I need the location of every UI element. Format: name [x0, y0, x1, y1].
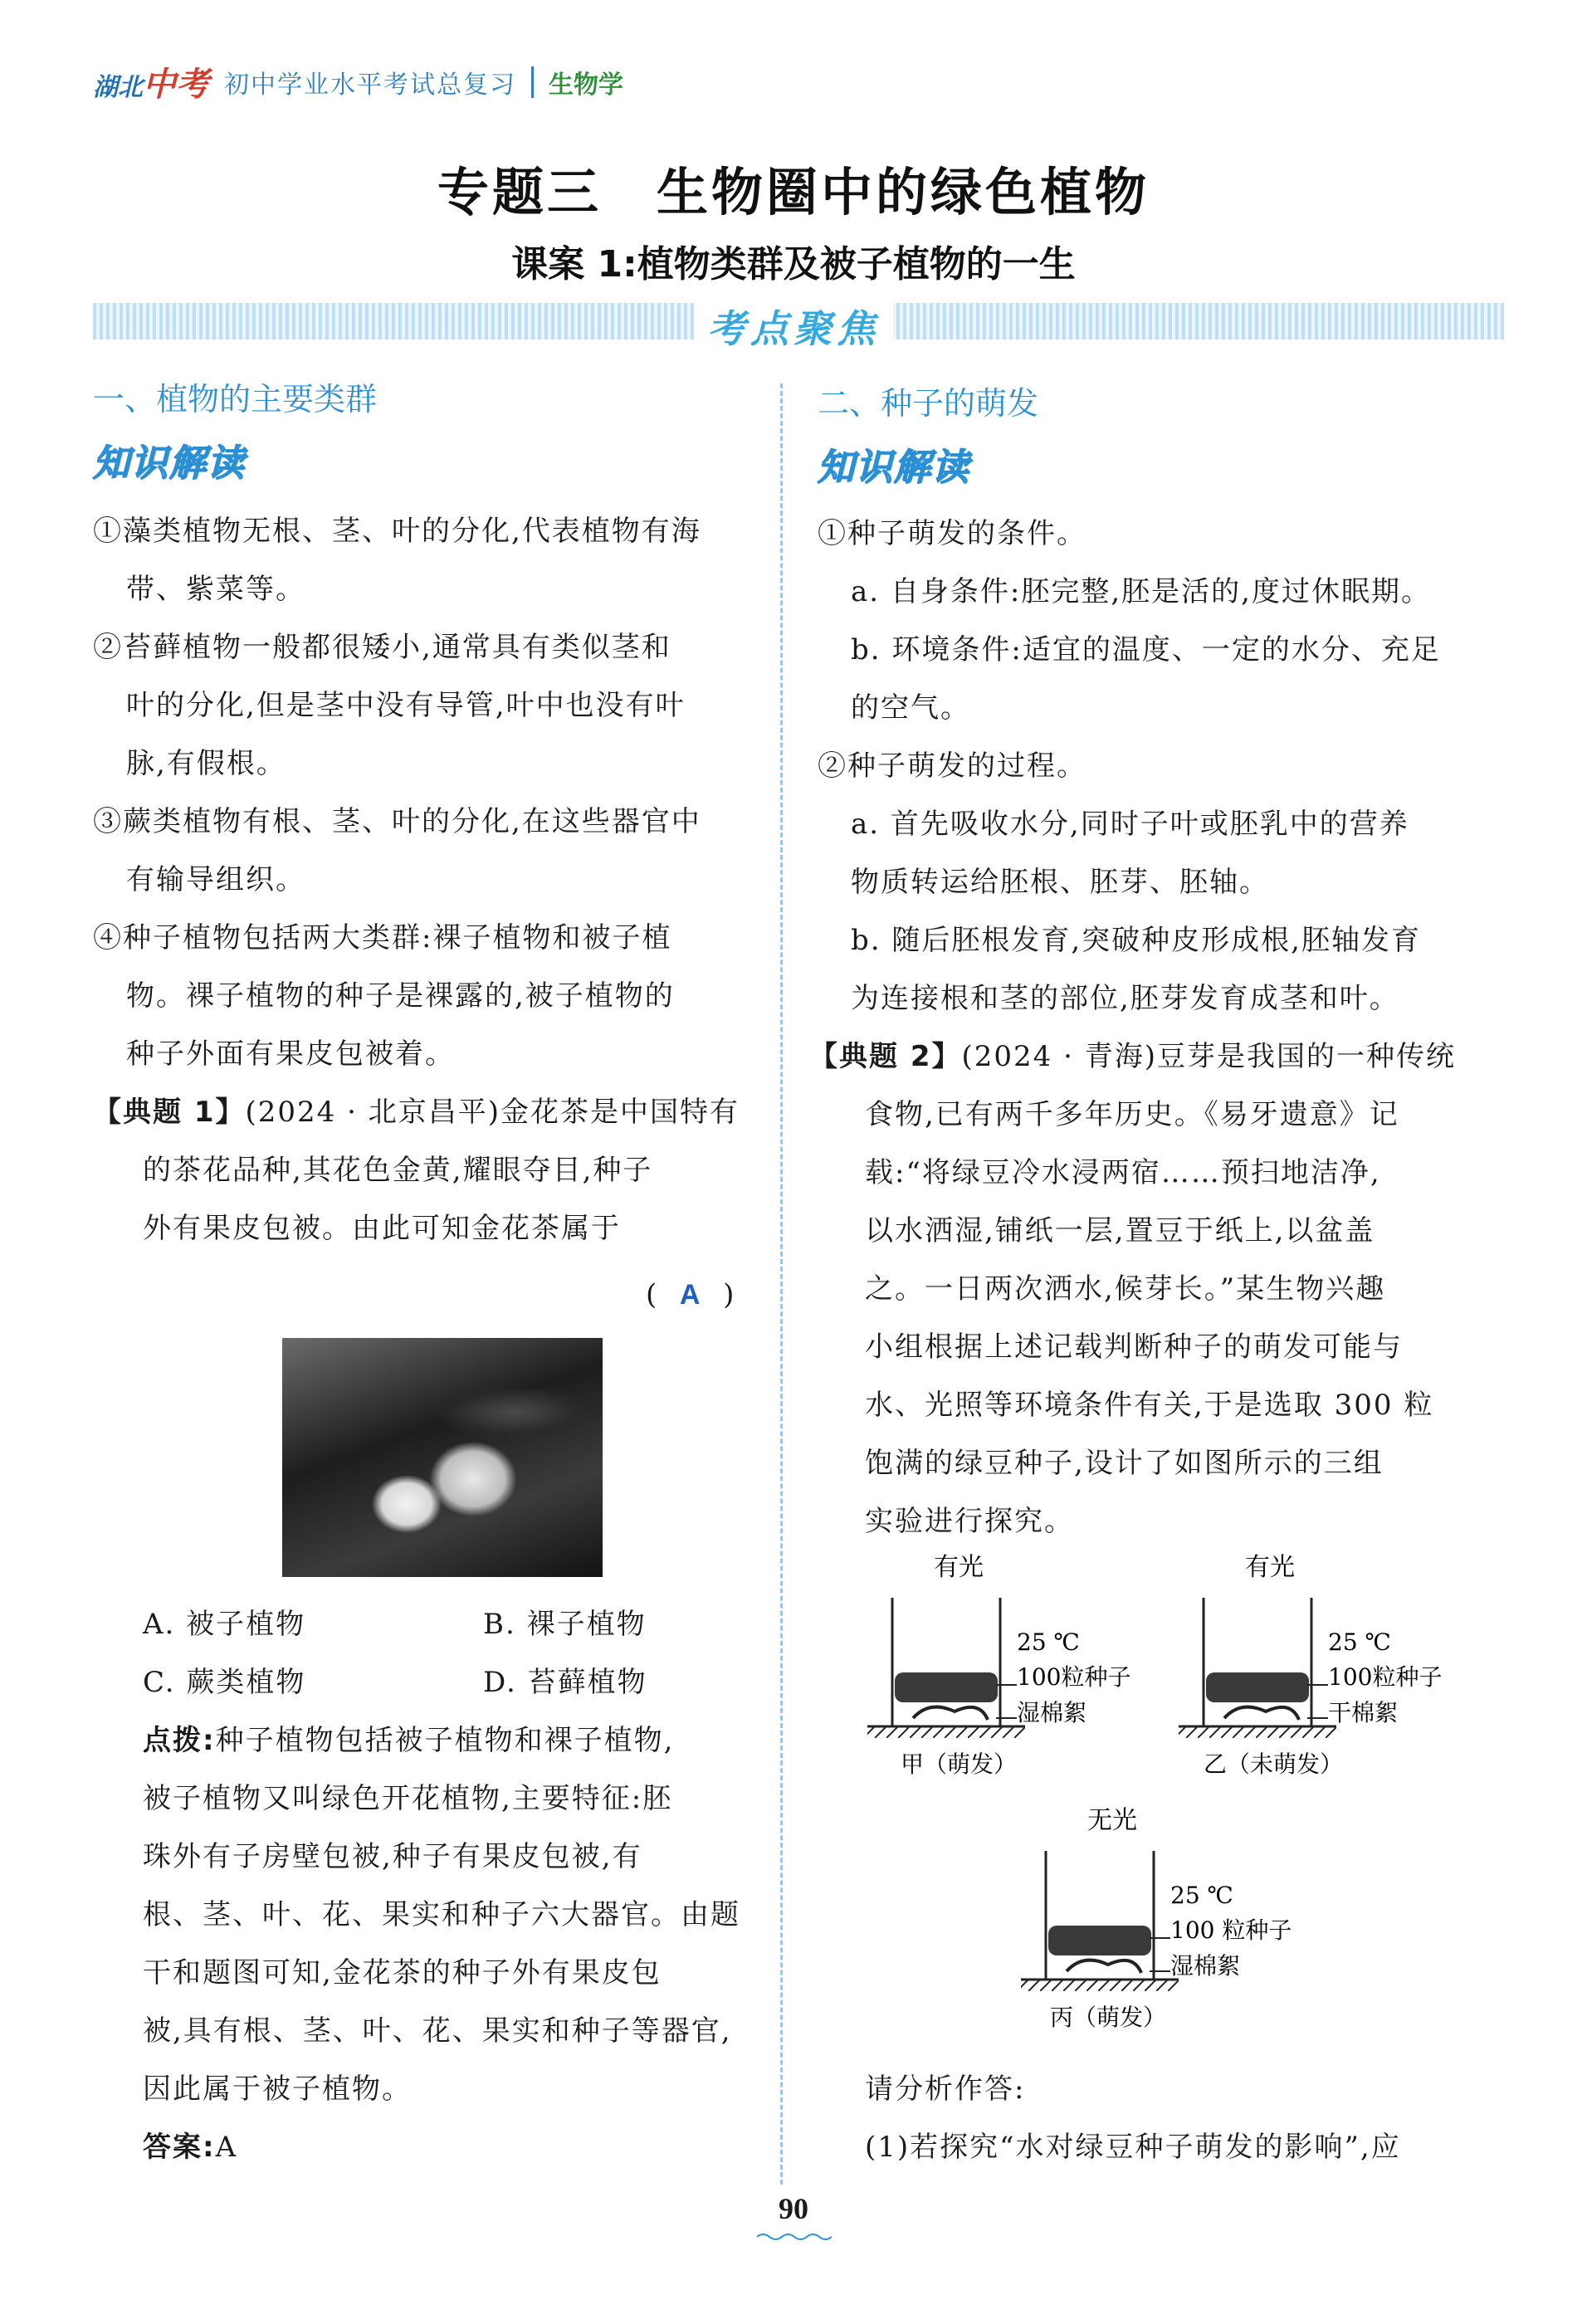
yi-seeds: 100粒种子 [1328, 1663, 1443, 1691]
germ-cond-b2: 的空气。 [851, 691, 970, 725]
yi-cotton [1224, 1707, 1299, 1720]
yi-light-label: 有光 [1245, 1553, 1295, 1582]
example-2-line1: 【典题 2】(2024 · 青海)豆芽是我国的一种传统 [809, 1040, 1456, 1073]
hint-label: 点拨: [143, 1724, 216, 1757]
example-2-line5: 之。一日两次洒水,候芽长。”某生物兴趣 [865, 1272, 1386, 1306]
question-1: (1)若探究“水对绿豆种子萌发的影响”,应 [865, 2131, 1401, 2164]
jia-caption: 甲（萌发） [901, 1750, 1018, 1778]
chapter-title: 专题三 生物圈中的绿色植物 [437, 162, 1150, 222]
option-b: B. 裸子植物 [483, 1608, 647, 1641]
example-1-answer: A [679, 1279, 702, 1311]
point-2-line1: ②苔藓植物一般都很矮小,通常具有类似茎和 [93, 631, 671, 664]
left-section-heading: 一、植物的主要类群 [93, 381, 378, 417]
left-knowledge-tag: 知识解读 [93, 442, 246, 485]
example-2-source: (2024 · 青海) [961, 1040, 1157, 1073]
point-2-line3: 脉,有假根。 [126, 747, 286, 780]
jia-light-label: 有光 [934, 1553, 984, 1582]
example-2-line3: 载:“将绿豆冷水浸两宿……预扫地洁净, [865, 1156, 1381, 1189]
hint-line1: 点拨:种子植物包括被子植物和裸子植物, [143, 1724, 675, 1757]
example-1-line1 [93, 1083, 740, 1141]
point-1-line2: 带、紫菜等。 [126, 573, 305, 606]
germ-proc-b1: b. 随后胚根发育,突破种皮形成根,胚轴发育 [851, 924, 1421, 957]
book-subtitle: 初中学业水平考试总复习 [224, 70, 516, 100]
germ-proc-b2: 为连接根和茎的部位,胚芽发育成茎和叶。 [851, 982, 1399, 1015]
bing-seeds: 100 粒种子 [1170, 1916, 1292, 1944]
right-section-heading: 二、种子的萌发 [818, 385, 1039, 422]
brand-logo: 湖北中考 [93, 66, 209, 104]
example-1-label: 【典题 1】 [93, 1096, 246, 1129]
germ-proc-a2: 物质转运给胚根、胚芽、胚轴。 [851, 866, 1269, 899]
germ-cond-b1: b. 环境条件:适宜的温度、一定的水分、充足 [851, 633, 1441, 666]
setup-bing [1021, 1806, 1292, 2031]
yi-seed-layer [1206, 1672, 1309, 1702]
point-3-line2: 有输导组织。 [126, 863, 305, 896]
example-1-line2: 的茶花品种,其花色金黄,耀眼夺目,种子 [143, 1154, 653, 1187]
setup-jia [867, 1553, 1130, 1778]
header-separator [531, 66, 534, 98]
example-1-text1: 金花茶是中国特有 [500, 1096, 740, 1129]
hint-line4: 根、茎、叶、花、果实和种子六大器官。由题 [143, 1898, 740, 1931]
example-2-line9: 实验进行探究。 [865, 1505, 1074, 1538]
yi-temp: 25 ℃ [1328, 1628, 1391, 1656]
answer-line [143, 2118, 237, 2176]
hint-line7: 因此属于被子植物。 [143, 2073, 412, 2106]
hint-line3: 珠外有子房壁包被,种子有果皮包被,有 [143, 1840, 642, 1873]
example-2-line4: 以水洒湿,铺纸一层,置豆于纸上,以盆盖 [865, 1214, 1375, 1247]
hint-line2: 被子植物又叫绿色开花植物,主要特征:胚 [143, 1782, 673, 1815]
example-1-line3: 外有果皮包被。由此可知金花茶属于 [143, 1212, 621, 1245]
point-4-line2: 物。裸子植物的种子是裸露的,被子植物的 [126, 979, 675, 1013]
page-number-wave [757, 2233, 832, 2241]
example-2-line7: 水、光照等环境条件有关,于是选取 300 粒 [865, 1389, 1434, 1422]
example-1-source: (2024 · 北京昌平) [245, 1096, 501, 1129]
point-2-line2: 叶的分化,但是茎中没有导管,叶中也没有叶 [126, 689, 686, 722]
bing-cotton [1067, 1960, 1141, 1973]
yi-caption: 乙（未萌发） [1204, 1750, 1344, 1778]
point-3-line1: ③蕨类植物有根、茎、叶的分化,在这些器官中 [93, 805, 701, 838]
jia-temp: 25 ℃ [1017, 1628, 1080, 1656]
option-c: C. 蕨类植物 [143, 1666, 306, 1699]
jia-cotton [913, 1707, 988, 1720]
germ-cond-a: a. 自身条件:胚完整,胚是活的,度过休眠期。 [851, 575, 1431, 608]
answer-value: A [215, 2131, 238, 2164]
bing-temp: 25 ℃ [1170, 1882, 1233, 1909]
running-header [93, 58, 623, 105]
point-4-line3: 种子外面有果皮包被着。 [126, 1038, 455, 1071]
camellia-photo [282, 1338, 603, 1577]
bing-light-label: 无光 [1087, 1806, 1137, 1835]
germ-proc-a1: a. 首先吸收水分,同时子叶或胚乳中的营养 [851, 808, 1409, 841]
lesson-title: 课案 1:植物类群及被子植物的一生 [511, 243, 1076, 286]
germ-proc-heading: ②种子萌发的过程。 [818, 749, 1086, 783]
bing-seed-layer [1048, 1926, 1151, 1955]
example-2-line8: 饱满的绿豆种子,设计了如图所示的三组 [865, 1447, 1384, 1480]
column-divider [780, 383, 783, 2185]
subject-label: 生物学 [549, 70, 623, 100]
yi-medium: 干棉絮 [1328, 1699, 1399, 1726]
experiment-diagram [863, 1552, 1494, 2058]
example-2-label: 【典题 2】 [809, 1040, 962, 1073]
example-2-line2: 食物,已有两千多年历史。《易牙遗意》记 [865, 1098, 1399, 1131]
band-label: 考点聚焦 [0, 299, 1587, 354]
right-knowledge-tag: 知识解读 [818, 447, 970, 489]
setup-yi [1179, 1553, 1442, 1778]
point-1-line1: ①藻类植物无根、茎、叶的分化,代表植物有海 [93, 515, 701, 548]
germ-cond-heading: ①种子萌发的条件。 [818, 517, 1086, 550]
answer-label: 答案: [143, 2131, 216, 2164]
hint-line6: 被,具有根、茎、叶、花、果实和种子等器官, [143, 2014, 732, 2048]
option-d: D. 苔藓植物 [483, 1666, 647, 1699]
point-4-line1: ④种子植物包括两大类群:裸子植物和被子植 [93, 921, 672, 954]
jia-seed-layer [895, 1672, 998, 1702]
question-intro: 请分析作答: [865, 2073, 1026, 2106]
bing-medium: 湿棉絮 [1170, 1952, 1241, 1980]
jia-medium: 湿棉絮 [1017, 1699, 1087, 1726]
jia-seeds: 100粒种子 [1017, 1663, 1131, 1691]
bing-caption: 丙（萌发） [1050, 2004, 1167, 2031]
option-a: A. 被子植物 [143, 1608, 306, 1641]
page-number: 90 [779, 2192, 808, 2225]
example-1-answer-bracket: ( A ) [646, 1278, 736, 1311]
example-2-line6: 小组根据上述记载判断种子的萌发可能与 [865, 1330, 1403, 1364]
hint-line5: 干和题图可知,金花茶的种子外有果皮包 [143, 1956, 662, 1990]
